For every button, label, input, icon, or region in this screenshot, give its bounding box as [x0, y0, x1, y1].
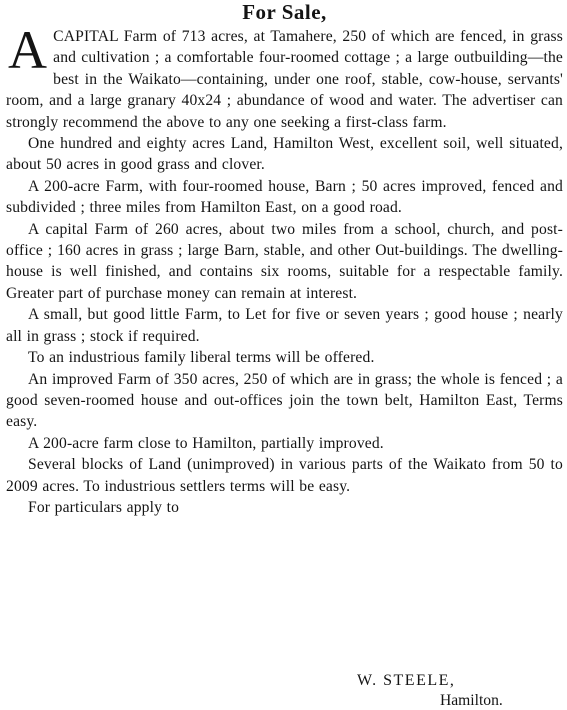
- paragraph-main-farm: [6, 20, 563, 133]
- paragraph-apply: For particulars apply to: [28, 498, 180, 516]
- advertiser-name: W. STEELE,: [357, 672, 456, 689]
- paragraph-text: CAPITAL Farm of 713 acres, at Tamahere, 250 of which are fenced, in grass and cultivation ; a comfortable four-roomed cottage ; a large outbuilding—the best in the Waikato—containing, under one roof, stable, cow-house, servants' room, and a large granary 40x24 ; abundance of wood and water. The advertiser can strongly recommend the above to any one seeking a first-class farm.: [6, 28, 563, 131]
- paragraph-200-acre-farm: A 200-acre Farm, with four-roomed house, Barn ; 50 acres improved, fenced and subdivided ; three miles from Hamilton East, on a good road.: [6, 177, 563, 217]
- paragraph-hamilton-west: One hundred and eighty acres Land, Hamilton West, excellent soil, well situated, about 50 acres in good grass and clover.: [6, 135, 563, 174]
- paragraph-blocks-of-land: Several blocks of Land (unimproved) in various parts of the Waikato from 50 to 2009 acres. To industrious settlers terms will be easy.: [6, 456, 563, 495]
- drop-cap: A: [8, 20, 48, 80]
- paragraph-260-acre-farm: A capital Farm of 260 acres, about two miles from a school, church, and post-office ; 160 acres in grass ; large Barn, stable, and other Out-buildings. The dwelling-house is well finished, and contains six rooms, suitable for a respectable family. Greater part of purchase money can remain at interest.: [6, 220, 563, 302]
- ad-title: For Sale,: [242, 0, 327, 24]
- paragraph-farm-close-hamilton: A 200-acre farm close to Hamilton, partially improved.: [28, 434, 384, 452]
- advertiser-place: Hamilton.: [440, 692, 503, 709]
- advertisement: [6, 0, 563, 709]
- paragraph-liberal-terms: To an industrious family liberal terms will be offered.: [28, 349, 375, 367]
- paragraph-350-acre-farm: An improved Farm of 350 acres, 250 of which are in grass; the whole is fenced ; a good seven-roomed house and out-offices join the town belt, Hamilton East, Terms easy.: [6, 370, 563, 431]
- paragraph-farm-to-let: A small, but good little Farm, to Let for five or seven years ; good house ; nearly all in grass ; stock if required.: [6, 306, 563, 345]
